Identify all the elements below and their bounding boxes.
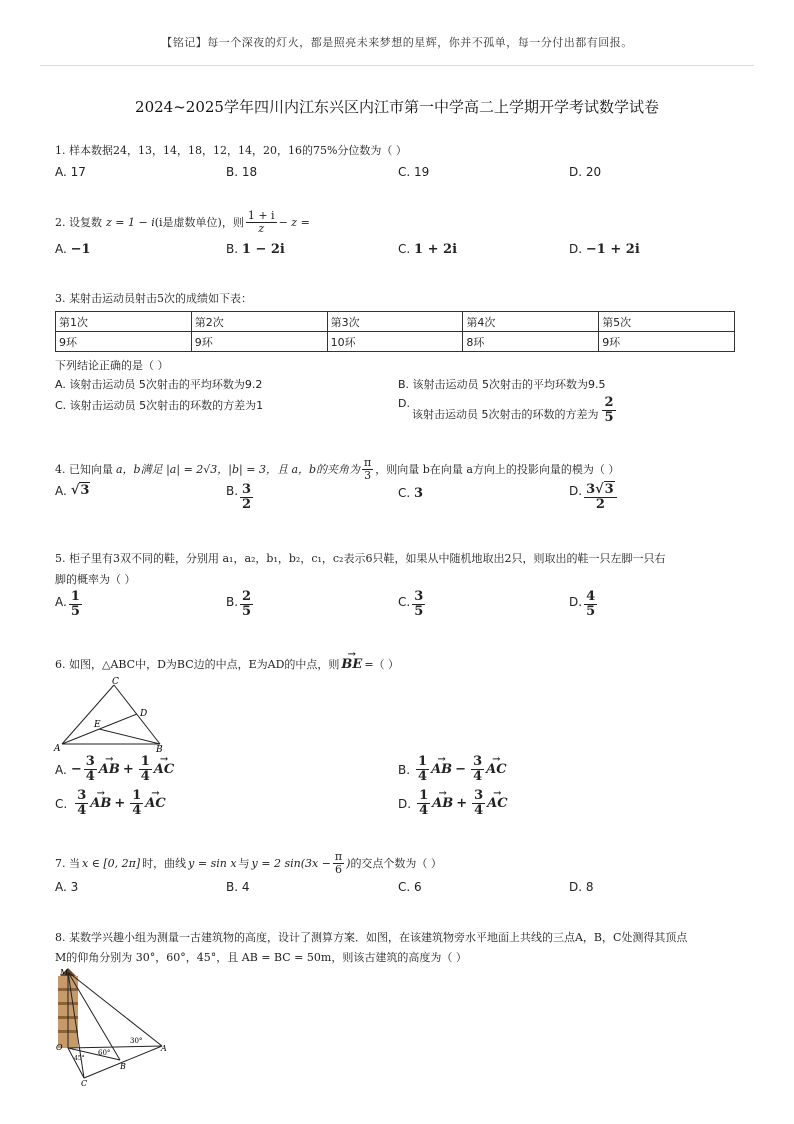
- q5-option-a-den: 5: [70, 604, 80, 619]
- q2-option-c-value: 1 + 2i: [414, 242, 458, 257]
- q6-side-ac: [62, 685, 114, 744]
- q2-option-b[interactable]: [226, 241, 285, 258]
- q5-option-d[interactable]: [569, 590, 599, 619]
- q2-option-b-label: B.: [226, 242, 239, 256]
- q6-option-c-frac1: [75, 789, 88, 818]
- q6-option-a-num2: 1: [140, 754, 150, 769]
- q6-option-a-vec1: → AB: [99, 762, 120, 778]
- q6-option-d[interactable]: [398, 789, 508, 818]
- q7-fraction: [333, 851, 344, 876]
- table-header-cell: 第4次: [463, 312, 599, 332]
- q3-option-c[interactable]: C. 该射击运动员 5次射击的环数的方差为1: [55, 399, 264, 412]
- q6-option-d-vec2: → AC: [487, 796, 507, 812]
- q6-label-c: C: [112, 677, 119, 687]
- q8-label-m: M: [60, 968, 69, 977]
- q2-option-a-value: −1: [70, 242, 91, 257]
- q3-option-d-label: D.: [398, 397, 410, 410]
- q7-option-c[interactable]: C. 6: [398, 880, 422, 894]
- q2-option-d[interactable]: [569, 241, 640, 258]
- q4-option-a-label: A.: [55, 484, 67, 498]
- q6-option-a-label: A.: [55, 762, 67, 777]
- q2-option-b-value: 1 − 2i: [241, 242, 285, 257]
- q4-option-d-num: 3√3: [584, 483, 617, 498]
- q6-option-b-den1: 4: [418, 769, 428, 784]
- q5-option-b[interactable]: [226, 590, 255, 619]
- q5-option-a[interactable]: [55, 590, 84, 619]
- q8-pagoda-figure: [52, 968, 172, 1088]
- q3-option-d-fraction: [602, 396, 615, 425]
- q5-option-a-num: 1: [70, 589, 80, 604]
- q6-option-b-vec2: → AC: [486, 762, 506, 778]
- q6-option-c-vec2: → AC: [145, 796, 165, 812]
- q4-option-a[interactable]: [55, 483, 90, 499]
- q6-option-a-den2: 4: [140, 769, 150, 784]
- q6-option-d-den1: 4: [419, 803, 429, 818]
- q7-frac-den: 6: [335, 863, 343, 876]
- q5-option-d-label: D.: [569, 595, 583, 609]
- q7-stem-d: y = sin x: [188, 856, 237, 870]
- q6-option-a-frac1: [84, 755, 97, 784]
- q4-stem-a: 4. 已知向量: [55, 462, 113, 476]
- q7-stem-a: 7. 当: [55, 856, 80, 870]
- table-cell: 8环: [463, 332, 599, 352]
- q2-frac-den: z: [258, 222, 265, 235]
- motto-banner: 【铭记】每一个深夜的灯火，都是照亮未来梦想的星辉，你并不孤单，每一分付出都有回报。: [161, 36, 633, 49]
- q2-option-d-value: −1 + 2i: [585, 242, 640, 257]
- q5-option-a-fraction: [69, 590, 82, 619]
- q3-score-table: [55, 311, 735, 352]
- q6-option-c-den2: 4: [132, 803, 142, 818]
- q5-option-d-den: 5: [586, 604, 596, 619]
- q7-stem-f: y = 2 sin(3x −: [251, 856, 331, 870]
- q5-option-b-fraction: [240, 590, 253, 619]
- q7-stem: [55, 851, 442, 876]
- q1-option-d[interactable]: D. 20: [569, 165, 602, 179]
- table-header-cell: 第1次: [56, 312, 192, 332]
- q6-option-a-den1: 4: [85, 769, 95, 784]
- q8-angle-60: 60°: [98, 1049, 111, 1057]
- q6-option-a-op: +: [122, 761, 134, 777]
- q3-option-d-den: 5: [604, 410, 614, 425]
- q6-option-c-frac2: [130, 789, 143, 818]
- q4-angle-num: π: [364, 456, 372, 469]
- q5-option-c-label: C.: [398, 595, 411, 609]
- q6-option-b[interactable]: [398, 755, 507, 784]
- q6-option-d-op: +: [456, 795, 468, 811]
- q5-stem-line1: 5. 柜子里有3双不同的鞋，分别用 a₁，a₂，b₁，b₂，c₁，c₂表示6只鞋，如果从中随机地取出2只，则取出的鞋一只左脚一只右: [55, 552, 666, 565]
- q7-stem-h: 的交点个数为（ ）: [350, 856, 442, 870]
- q3-option-d-num: 2: [604, 395, 614, 410]
- q6-option-c-op: +: [114, 795, 126, 811]
- q4-option-b-fraction: [240, 483, 253, 512]
- q6-stem-vector: → BE: [341, 657, 362, 673]
- q6-option-b-vec1: → AB: [431, 762, 452, 778]
- q4-option-b-label: B.: [226, 484, 239, 498]
- q1-stem: 1. 样本数据24，13，14，18，12，14，20，16的75%分位数为（ ）: [55, 144, 407, 157]
- q4-stem-b: a，b满足 |a| = 2√3，|b| = 3，且 a，b的夹角为: [116, 462, 361, 476]
- q8-label-o: O: [56, 1043, 63, 1052]
- q2-stem-c: (i是虚数单位)，则: [154, 215, 244, 229]
- q6-triangle-figure: [52, 676, 170, 754]
- q4-option-d-coef: 3: [586, 482, 596, 497]
- q5-option-d-num: 4: [586, 589, 596, 604]
- q4-stem: [55, 457, 619, 482]
- q8-ground-oa: [68, 1046, 162, 1048]
- q6-option-d-num1: 1: [419, 788, 429, 803]
- q5-option-c-den: 5: [414, 604, 424, 619]
- q6-option-b-frac2: [471, 755, 484, 784]
- q5-option-b-label: B.: [226, 595, 239, 609]
- header-divider: [40, 65, 754, 66]
- q6-stem: [55, 657, 399, 673]
- q2-frac-num: 1 + i: [247, 209, 275, 222]
- table-cell: 9环: [56, 332, 192, 352]
- q5-option-c-fraction: [412, 590, 425, 619]
- q2-stem-z: z = 1 − i: [106, 215, 155, 229]
- q6-option-b-frac1: [416, 755, 429, 784]
- q4-option-c-value: 3: [414, 486, 424, 501]
- q5-option-d-fraction: [584, 590, 597, 619]
- q3-option-d-text: 该射击运动员 5次射击的环数的方差为: [411, 407, 599, 421]
- q6-stem-tail: =（ ）: [364, 658, 400, 671]
- q2-option-a[interactable]: [55, 241, 91, 258]
- q6-option-a-frac2: [139, 755, 152, 784]
- q4-option-a-value: √3: [70, 483, 90, 498]
- q6-option-a-num1: 3: [85, 754, 95, 769]
- q5-option-b-num: 2: [242, 589, 252, 604]
- q7-stem-e: 与: [238, 856, 250, 870]
- q1-option-b[interactable]: B. 18: [226, 165, 258, 179]
- q6-option-b-den2: 4: [473, 769, 483, 784]
- q4-option-b[interactable]: [226, 483, 255, 512]
- q6-option-a-vec2: → AC: [154, 762, 174, 778]
- q4-angle-den: 3: [364, 469, 372, 482]
- q3-option-b[interactable]: B. 该射击运动员 5次射击的平均环数为9.5: [398, 378, 606, 391]
- q6-option-d-den2: 4: [474, 803, 484, 818]
- q5-option-a-label: A.: [55, 595, 67, 609]
- q6-option-c[interactable]: [55, 789, 166, 818]
- q8-angle-45: 45°: [74, 1055, 85, 1062]
- q2-option-c[interactable]: [398, 241, 457, 258]
- q4-option-d-radicand: 3: [604, 482, 614, 497]
- q6-option-d-frac1: [417, 789, 430, 818]
- q4-option-b-den: 2: [242, 497, 252, 512]
- exam-title: 2024~2025学年四川内江东兴区内江市第一中学高二上学期开学考试数学试卷: [135, 98, 659, 116]
- q6-option-d-frac2: [472, 789, 485, 818]
- q4-option-d-label: D.: [569, 484, 583, 498]
- q7-option-d[interactable]: D. 8: [569, 880, 594, 894]
- q5-option-c-num: 3: [414, 589, 424, 604]
- q4-option-c[interactable]: [398, 485, 423, 502]
- q6-label-d: D: [140, 709, 148, 719]
- q4-option-a-radicand: 3: [80, 483, 90, 498]
- q2-option-a-label: A.: [55, 242, 67, 256]
- q2-stem-a: 2. 设复数: [55, 215, 102, 229]
- q7-stem-g: ): [346, 856, 351, 870]
- q6-label-a: A: [54, 744, 61, 754]
- q6-option-d-num2: 3: [474, 788, 484, 803]
- q6-label-b: B: [156, 745, 163, 754]
- q6-option-a-sign: −: [70, 761, 82, 777]
- q7-option-b[interactable]: B. 4: [226, 880, 250, 894]
- q2-option-c-label: C.: [398, 242, 411, 256]
- q4-option-d-den: 2: [595, 497, 605, 512]
- q1-option-c[interactable]: C. 19: [398, 165, 430, 179]
- q8-line-ma: [68, 972, 162, 1046]
- table-cell: 9环: [191, 332, 327, 352]
- q6-option-b-op: −: [455, 761, 467, 777]
- table-row: [56, 332, 735, 352]
- q6-option-b-num2: 3: [473, 754, 483, 769]
- q3-option-a[interactable]: A. 该射击运动员 5次射击的平均环数为9.2: [55, 378, 263, 391]
- q4-option-b-num: 3: [242, 482, 252, 497]
- q4-option-c-label: C.: [398, 486, 411, 500]
- q4-angle-fraction: [362, 457, 373, 482]
- q6-label-e: E: [94, 720, 101, 730]
- q6-option-c-num1: 3: [77, 788, 87, 803]
- table-header-cell: 第5次: [599, 312, 735, 332]
- q6-option-c-den1: 4: [77, 803, 87, 818]
- q6-option-d-vec1: → AB: [432, 796, 453, 812]
- q7-option-a[interactable]: A. 3: [55, 880, 79, 894]
- q6-option-c-num2: 1: [132, 788, 142, 803]
- q6-option-b-label: B.: [398, 762, 411, 777]
- q6-segment-be: [99, 729, 160, 744]
- table-header-row: [56, 312, 735, 332]
- q4-option-d[interactable]: [569, 483, 619, 512]
- q3-option-d[interactable]: [398, 396, 618, 425]
- table-header-cell: 第3次: [327, 312, 463, 332]
- q2-stem-d: − z =: [278, 215, 310, 229]
- q8-label-b: B: [120, 1062, 126, 1071]
- q8-stem-line1: 8. 某数学兴趣小组为测量一古建筑物的高度，设计了测算方案．如图，在该建筑物旁水平地面上共线的三点A，B，C处测得其顶点: [55, 931, 688, 944]
- q6-option-d-label: D.: [398, 796, 412, 811]
- q4-stem-c: ，则向量 b在向量 a方向上的投影向量的模为（ ）: [375, 462, 620, 476]
- q5-option-b-den: 5: [242, 604, 252, 619]
- q8-angle-30: 30°: [130, 1037, 143, 1045]
- q3-stem: 3. 某射击运动员射击5次的成绩如下表：: [55, 292, 252, 305]
- q5-option-c[interactable]: [398, 590, 427, 619]
- q8-label-a: A: [161, 1044, 167, 1053]
- q1-option-a[interactable]: A. 17: [55, 165, 86, 179]
- q7-frac-num: π: [334, 850, 343, 863]
- q6-option-c-vec1: → AB: [90, 796, 111, 812]
- q2-fraction: [246, 210, 277, 235]
- q6-option-a[interactable]: [55, 755, 174, 784]
- q3-question: 下列结论正确的是（ ）: [55, 359, 169, 372]
- q6-option-b-num1: 1: [418, 754, 428, 769]
- q2-option-d-label: D.: [569, 242, 583, 256]
- q2-stem: [55, 210, 310, 235]
- q7-stem-c: 时，曲线: [142, 856, 187, 870]
- table-cell: 9环: [599, 332, 735, 352]
- q8-stem-line2: M的仰角分别为 30°，60°，45°，且 AB = BC = 50m，则该古建筑的高度为（ ）: [55, 951, 467, 964]
- table-header-cell: 第2次: [191, 312, 327, 332]
- q5-stem-line2: 脚的概率为（ ）: [55, 573, 136, 586]
- q6-option-c-label: C.: [55, 796, 68, 811]
- q4-option-d-fraction: [584, 483, 617, 512]
- q6-stem-text: 6. 如图，△ABC中，D为BC边的中点，E为AD的中点，则: [55, 658, 340, 671]
- table-cell: 10环: [327, 332, 463, 352]
- q8-label-c: C: [81, 1079, 88, 1088]
- q7-stem-b: x ∈ [0, 2π]: [82, 856, 141, 870]
